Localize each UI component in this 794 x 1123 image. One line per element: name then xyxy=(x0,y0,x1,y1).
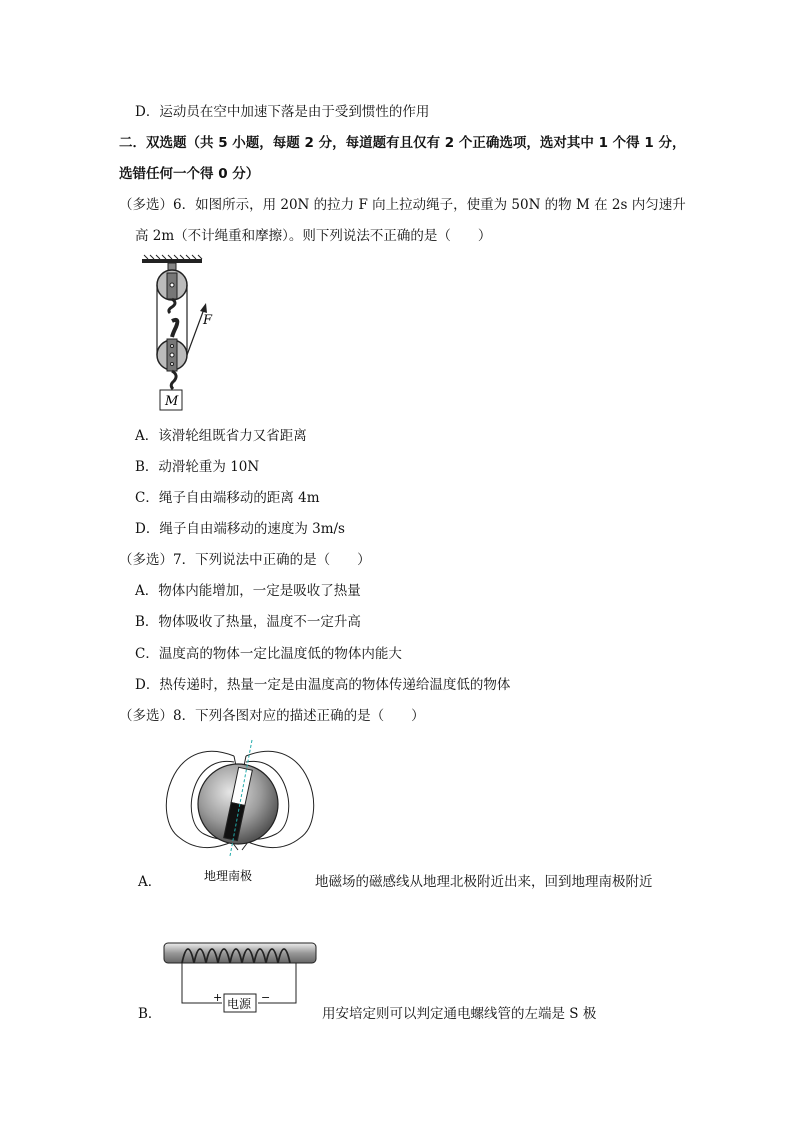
force-label: F xyxy=(203,313,213,328)
mass-label: M xyxy=(165,394,179,409)
q6-stem-line2: 高 2m（不计绳重和摩擦）。则下列说法不正确的是（ ） xyxy=(135,228,492,244)
pulley-figure xyxy=(138,255,218,415)
q8-option-a-text: 地磁场的磁感线从地理北极附近出来，回到地理南极附近 xyxy=(315,874,653,890)
ceiling-bar xyxy=(142,259,202,263)
section-heading-line1: 二．双选题（共 5 小题，每题 2 分，每道题有且仅有 2 个正确选项，选对其中 1 个得 1 分， xyxy=(119,135,686,151)
q7-option-d: D．热传递时，热量一定是由温度高的物体传递给温度低的物体 xyxy=(135,677,511,693)
q8-stem: （多选）8．下列各图对应的描述正确的是（ ） xyxy=(119,708,425,724)
q5-option-d: D．运动员在空中加速下落是由于受到惯性的作用 xyxy=(135,104,430,120)
section-heading-line2: 选错任何一个得 0 分） xyxy=(119,166,260,182)
force-arrow-icon xyxy=(200,303,207,313)
earth-magnetic-field-figure xyxy=(160,738,320,888)
q7-stem: （多选）7．下列说法中正确的是（ ） xyxy=(119,552,371,568)
power-source-label: 电源 xyxy=(227,997,252,1011)
q8-option-b-letter: B． xyxy=(138,1006,162,1022)
south-pole-label: 地理南极 xyxy=(204,869,253,883)
q6-option-b: B．动滑轮重为 10N xyxy=(135,459,260,475)
plus-terminal: + xyxy=(213,991,223,1004)
q7-option-a: A．物体内能增加，一定是吸收了热量 xyxy=(135,583,361,599)
q6-option-d: D．绳子自由端移动的速度为 3m/s xyxy=(135,521,345,537)
q8-option-a-letter: A． xyxy=(138,874,162,890)
minus-terminal: − xyxy=(261,991,271,1004)
q6-option-c: C．绳子自由端移动的距离 4m xyxy=(135,490,320,506)
free-rope-end xyxy=(187,309,204,355)
q6-option-a: A．该滑轮组既省力又省距离 xyxy=(135,428,307,444)
q7-option-c: C．温度高的物体一定比温度低的物体内能大 xyxy=(135,646,402,662)
q6-stem-line1: （多选）6．如图所示，用 20N 的拉力 F 向上拉动绳子，使重为 50N 的物 M 在 2s 内匀速升 xyxy=(119,197,686,213)
q8-option-b-text: 用安培定则可以判定通电螺线管的左端是 S 极 xyxy=(322,1006,597,1022)
q7-option-b: B．物体吸收了热量，温度不一定升高 xyxy=(135,614,361,630)
solenoid-figure xyxy=(160,935,320,1020)
